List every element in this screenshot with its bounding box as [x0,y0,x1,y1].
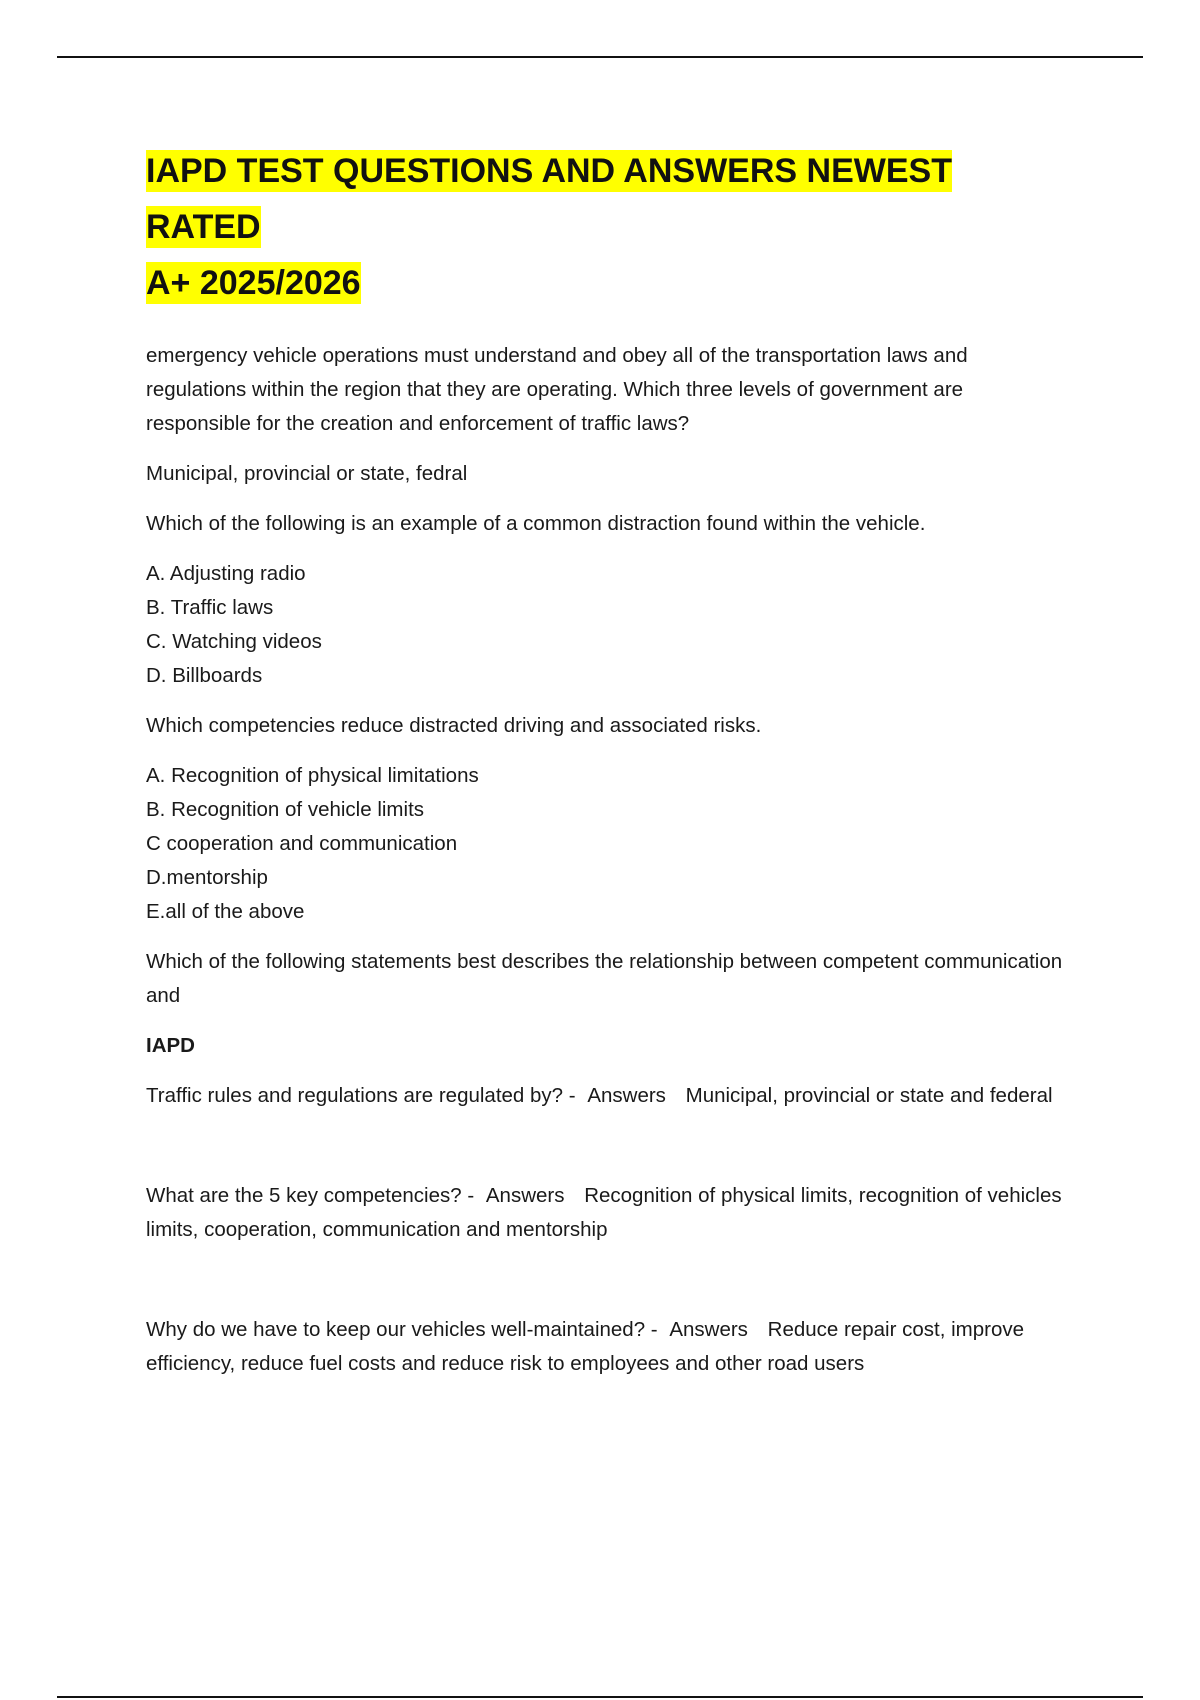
document-title [146,143,1066,311]
title-line-2: A+ 2025/2026 [146,264,361,302]
qa-item [146,1179,1066,1247]
qa-item [146,1313,1066,1381]
option-item: C. Watching videos [146,630,322,653]
qa-question: Why do we have to keep our vehicles well-maintained? - [146,1318,658,1341]
section-label: IAPD [146,1034,195,1057]
option-item: C cooperation and communication [146,832,458,855]
option-item: D. Billboards [146,664,263,687]
qa-answer-tag: Answers [669,1318,748,1341]
option-item: A. Adjusting radio [146,562,306,585]
intro-question: emergency vehicle operations must understand and obey all of the transportation laws and regulations within the region that they are operating. Which three levels of government are responsible for the creation and enforcement of traffic laws? [146,344,968,435]
qa-answer: Reduce repair cost, improve efficiency, reduce fuel costs and reduce risk to employees and other road users [146,1318,1025,1375]
option-item: E.all of the above [146,900,305,923]
qa-answer-tag: Answers [587,1084,666,1107]
question-communication: Which of the following statements best describes the relationship between competent communication and [146,950,1063,1007]
options-competencies [146,759,1066,929]
qa-question: What are the 5 key competencies? - [146,1184,475,1207]
qa-question: Traffic rules and regulations are regulated by? - [146,1084,576,1107]
document-body [146,143,1066,1397]
option-item: B. Recognition of vehicle limits [146,798,425,821]
option-item: A. Recognition of physical limitations [146,764,479,787]
option-item: D.mentorship [146,866,268,889]
qa-item [146,1079,1066,1113]
qa-answer: Municipal, provincial or state and federal [685,1084,1053,1107]
intro-answer: Municipal, provincial or state, fedral [146,462,468,485]
question-competencies: Which competencies reduce distracted driving and associated risks. [146,714,762,737]
options-distraction [146,557,1066,693]
qa-answer-tag: Answers [485,1184,565,1207]
qa-answer: Recognition of physical limits, recognition of vehicles limits, cooperation, communication and mentorship [146,1184,1062,1241]
footer-rule [57,1696,1143,1698]
option-item: B. Traffic laws [146,596,274,619]
title-line-1: IAPD TEST QUESTIONS AND ANSWERS NEWEST RATED [146,152,952,246]
question-distraction: Which of the following is an example of a common distraction found within the vehicle. [146,512,926,535]
header-rule [57,56,1143,58]
